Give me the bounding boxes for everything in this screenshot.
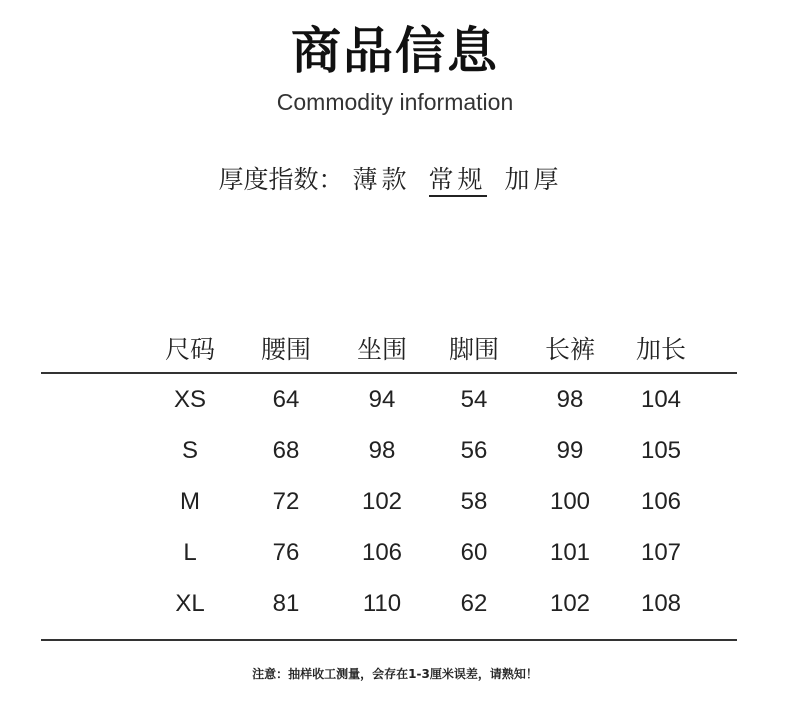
size-cell: XS xyxy=(173,386,206,413)
ankle-cell: 56 xyxy=(460,437,488,464)
waist-cell: 72 xyxy=(272,488,300,515)
waist-cell: 68 xyxy=(272,437,300,464)
hip-cell: 102 xyxy=(361,488,403,515)
measurement-note: 注意：抽样收工测量，会存在1-3厘米误差，请熟知！ xyxy=(252,667,538,681)
table-row xyxy=(41,530,737,581)
table-bottom-rule xyxy=(41,639,737,641)
waist-cell: 76 xyxy=(272,539,300,566)
header-waist: 腰围 xyxy=(260,335,311,364)
hip-cell: 110 xyxy=(362,590,402,617)
pants-length-cell: 98 xyxy=(556,386,584,413)
header-hip: 坐围 xyxy=(356,335,407,364)
table-row xyxy=(41,479,737,530)
table-row xyxy=(41,428,737,479)
pants-length-cell: 102 xyxy=(549,590,591,617)
extended-length-cell: 106 xyxy=(640,488,682,515)
thickness-option-thin: 薄款 xyxy=(352,165,411,194)
table-header xyxy=(41,330,737,372)
header-ankle: 脚围 xyxy=(448,335,499,364)
thickness-index xyxy=(0,162,790,198)
header-size: 尺码 xyxy=(164,335,215,364)
page-title: 商品信息 xyxy=(291,22,499,80)
extended-length-cell: 108 xyxy=(640,590,682,617)
ankle-cell: 60 xyxy=(460,539,488,566)
extended-length-cell: 105 xyxy=(640,437,682,464)
table-body xyxy=(41,377,737,632)
hip-cell: 106 xyxy=(361,539,403,566)
size-cell: M xyxy=(180,488,200,515)
hip-cell: 98 xyxy=(368,437,396,464)
thickness-option-regular: 常规 xyxy=(429,165,487,197)
hip-cell: 94 xyxy=(368,386,396,413)
ankle-cell: 54 xyxy=(460,386,488,413)
pants-length-cell: 100 xyxy=(549,488,591,515)
pants-length-cell: 101 xyxy=(549,539,591,566)
size-cell: XL xyxy=(175,590,205,617)
size-table xyxy=(41,330,737,617)
waist-cell: 81 xyxy=(272,590,300,617)
table-top-rule xyxy=(41,372,737,374)
table-row xyxy=(41,581,737,632)
ankle-cell: 58 xyxy=(460,488,488,515)
page-subtitle: Commodity information xyxy=(276,89,514,115)
table-row xyxy=(41,377,737,428)
size-cell: S xyxy=(181,437,198,464)
header-pants-length: 长裤 xyxy=(544,335,595,364)
thickness-label: 厚度指数： xyxy=(218,165,344,194)
extended-length-cell: 104 xyxy=(640,386,682,413)
size-cell: L xyxy=(183,539,197,566)
pants-length-cell: 99 xyxy=(556,437,584,464)
waist-cell: 64 xyxy=(272,386,300,413)
ankle-cell: 62 xyxy=(460,590,488,617)
extended-length-cell: 107 xyxy=(640,539,682,566)
header-extended-length: 加长 xyxy=(635,335,686,364)
thickness-option-thick: 加厚 xyxy=(504,165,563,194)
